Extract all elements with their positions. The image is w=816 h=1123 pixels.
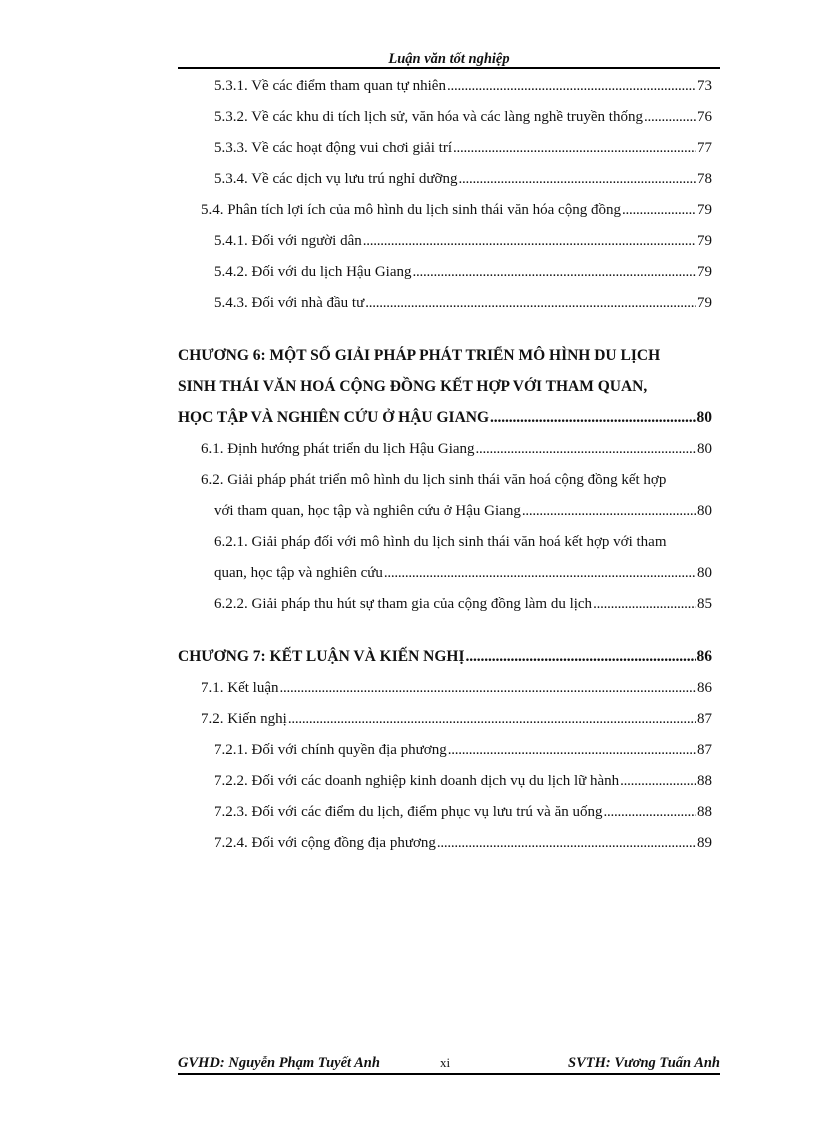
toc-entry-page: 79 bbox=[697, 202, 712, 218]
toc-entry-5-3-3[interactable] bbox=[214, 137, 712, 159]
toc-entry-5-4-3[interactable] bbox=[214, 292, 712, 314]
dot-leader bbox=[522, 500, 696, 522]
toc-entry-7-1[interactable] bbox=[201, 677, 712, 699]
toc-entry-title: 5.4.3. Đối với nhà đầu tư bbox=[214, 295, 365, 311]
toc-entry-title: CHƯƠNG 7: KẾT LUẬN VÀ KIẾN NGHỊ bbox=[178, 648, 465, 665]
toc-entry-title: 5.3.2. Về các khu di tích lịch sử, văn hóa và các làng nghề truyền thống bbox=[214, 109, 643, 125]
toc-entry-6-2-1[interactable] bbox=[214, 562, 712, 584]
dot-leader bbox=[363, 230, 696, 252]
toc-entry-title: 5.3.4. Về các dịch vụ lưu trú nghỉ dưỡng bbox=[214, 171, 458, 187]
toc-entry-page: 79 bbox=[697, 233, 712, 249]
dot-leader bbox=[384, 562, 696, 584]
toc-entry-7-2[interactable] bbox=[201, 708, 712, 730]
toc-entry-page: 80 bbox=[696, 409, 712, 426]
toc-entry-chapter-6[interactable] bbox=[178, 407, 712, 429]
dot-leader bbox=[447, 75, 696, 97]
toc-entry-title: 6.1. Định hướng phát triển du lịch Hậu Giang bbox=[201, 441, 475, 457]
dot-leader bbox=[644, 106, 696, 128]
toc-entry-page: 89 bbox=[697, 835, 712, 851]
dot-leader bbox=[593, 593, 696, 615]
footer-student: SVTH: Vương Tuấn Anh bbox=[568, 1055, 720, 1071]
toc-entry-page: 85 bbox=[697, 596, 712, 612]
toc-entry-page: 80 bbox=[697, 441, 712, 457]
dot-leader bbox=[448, 739, 696, 761]
toc-entry-title: 5.4.1. Đối với người dân bbox=[214, 233, 362, 249]
toc-entry-page: 79 bbox=[697, 295, 712, 311]
toc-entry-page: 86 bbox=[696, 648, 712, 665]
toc-entry-6-2-2[interactable] bbox=[214, 593, 712, 615]
chapter-6-title-line-1[interactable]: CHƯƠNG 6: MỘT SỐ GIẢI PHÁP PHÁT TRIỂN MÔ HÌNH DU LỊCH bbox=[178, 347, 661, 364]
toc-entry-7-2-1[interactable] bbox=[214, 739, 712, 761]
toc-entry-page: 77 bbox=[697, 140, 712, 156]
footer-advisor: GVHD: Nguyễn Phạm Tuyết Anh bbox=[178, 1055, 380, 1071]
toc-entry-page: 76 bbox=[697, 109, 712, 125]
page-header-title: Luận văn tốt nghiệp bbox=[388, 51, 510, 67]
dot-leader bbox=[413, 261, 697, 283]
dot-leader bbox=[603, 801, 696, 823]
toc-entry-7-2-3[interactable] bbox=[214, 801, 712, 823]
chapter-6-title-line-2[interactable]: SINH THÁI VĂN HOÁ CỘNG ĐỒNG KẾT HỢP VỚI THAM QUAN, bbox=[178, 378, 648, 395]
dot-leader bbox=[437, 832, 696, 854]
toc-entry-page: 88 bbox=[697, 804, 712, 820]
toc-entry-6-2-line-1[interactable]: 6.2. Giải pháp phát triển mô hình du lịch sinh thái văn hoá cộng đồng kết hợp bbox=[201, 472, 667, 488]
toc-entry-5-4[interactable] bbox=[201, 199, 712, 221]
toc-entry-5-3-2[interactable] bbox=[214, 106, 712, 128]
dot-leader bbox=[453, 137, 696, 159]
dot-leader bbox=[622, 199, 696, 221]
toc-entry-6-2-1-line-1[interactable]: 6.2.1. Giải pháp đối với mô hình du lịch sinh thái văn hoá kết hợp với tham bbox=[214, 534, 667, 550]
dot-leader bbox=[288, 708, 696, 730]
toc-entry-title: 7.1. Kết luận bbox=[201, 680, 279, 696]
dot-leader bbox=[279, 677, 696, 699]
dot-leader bbox=[365, 292, 696, 314]
toc-entry-6-1[interactable] bbox=[201, 438, 712, 460]
dot-leader bbox=[490, 407, 695, 429]
dot-leader bbox=[476, 438, 696, 460]
toc-entry-title: HỌC TẬP VÀ NGHIÊN CỨU Ở HẬU GIANG bbox=[178, 409, 490, 426]
toc-entry-5-4-2[interactable] bbox=[214, 261, 712, 283]
toc-entry-title: 5.3.1. Về các điểm tham quan tự nhiên bbox=[214, 78, 446, 94]
toc-entry-title: 7.2. Kiến nghị bbox=[201, 711, 287, 727]
toc-entry-6-2[interactable] bbox=[214, 500, 712, 522]
toc-entry-5-3-1[interactable] bbox=[214, 75, 712, 97]
toc-entry-chapter-7[interactable] bbox=[178, 646, 712, 668]
toc-entry-page: 87 bbox=[697, 711, 712, 727]
dot-leader bbox=[466, 646, 696, 668]
toc-entry-page: 88 bbox=[697, 773, 712, 789]
toc-entry-page: 80 bbox=[697, 503, 712, 519]
toc-entry-page: 78 bbox=[697, 171, 712, 187]
toc-entry-page: 79 bbox=[697, 264, 712, 280]
toc-entry-page: 87 bbox=[697, 742, 712, 758]
toc-entry-7-2-2[interactable] bbox=[214, 770, 712, 792]
toc-entry-page: 73 bbox=[697, 78, 712, 94]
footer-divider bbox=[178, 1073, 720, 1075]
toc-entry-title: 5.4.2. Đối với du lịch Hậu Giang bbox=[214, 264, 412, 280]
toc-entry-title: 7.2.4. Đối với cộng đồng địa phương bbox=[214, 835, 436, 851]
toc-entry-title: 7.2.3. Đối với các điểm du lịch, điểm phục vụ lưu trú và ăn uống bbox=[214, 804, 603, 820]
toc-entry-title: 7.2.1. Đối với chính quyền địa phương bbox=[214, 742, 447, 758]
toc-entry-title: 6.2.2. Giải pháp thu hút sự tham gia của cộng đồng làm du lịch bbox=[214, 596, 593, 612]
toc-entry-title: 5.4. Phân tích lợi ích của mô hình du lịch sinh thái văn hóa cộng đồng bbox=[201, 202, 621, 218]
toc-entry-5-4-1[interactable] bbox=[214, 230, 712, 252]
toc-entry-title: quan, học tập và nghiên cứu bbox=[214, 565, 383, 581]
toc-entry-title: 7.2.2. Đối với các doanh nghiệp kinh doanh dịch vụ du lịch lữ hành bbox=[214, 773, 620, 789]
dot-leader bbox=[458, 168, 696, 190]
toc-entry-5-3-4[interactable] bbox=[214, 168, 712, 190]
dot-leader bbox=[620, 770, 696, 792]
toc-entry-title: với tham quan, học tập và nghiên cứu ở Hậu Giang bbox=[214, 503, 521, 519]
footer-page-number: xi bbox=[440, 1055, 451, 1070]
toc-entry-7-2-4[interactable] bbox=[214, 832, 712, 854]
toc-entry-page: 80 bbox=[697, 565, 712, 581]
toc-entry-page: 86 bbox=[697, 680, 712, 696]
toc-entry-title: 5.3.3. Về các hoạt động vui chơi giải trí bbox=[214, 140, 453, 156]
